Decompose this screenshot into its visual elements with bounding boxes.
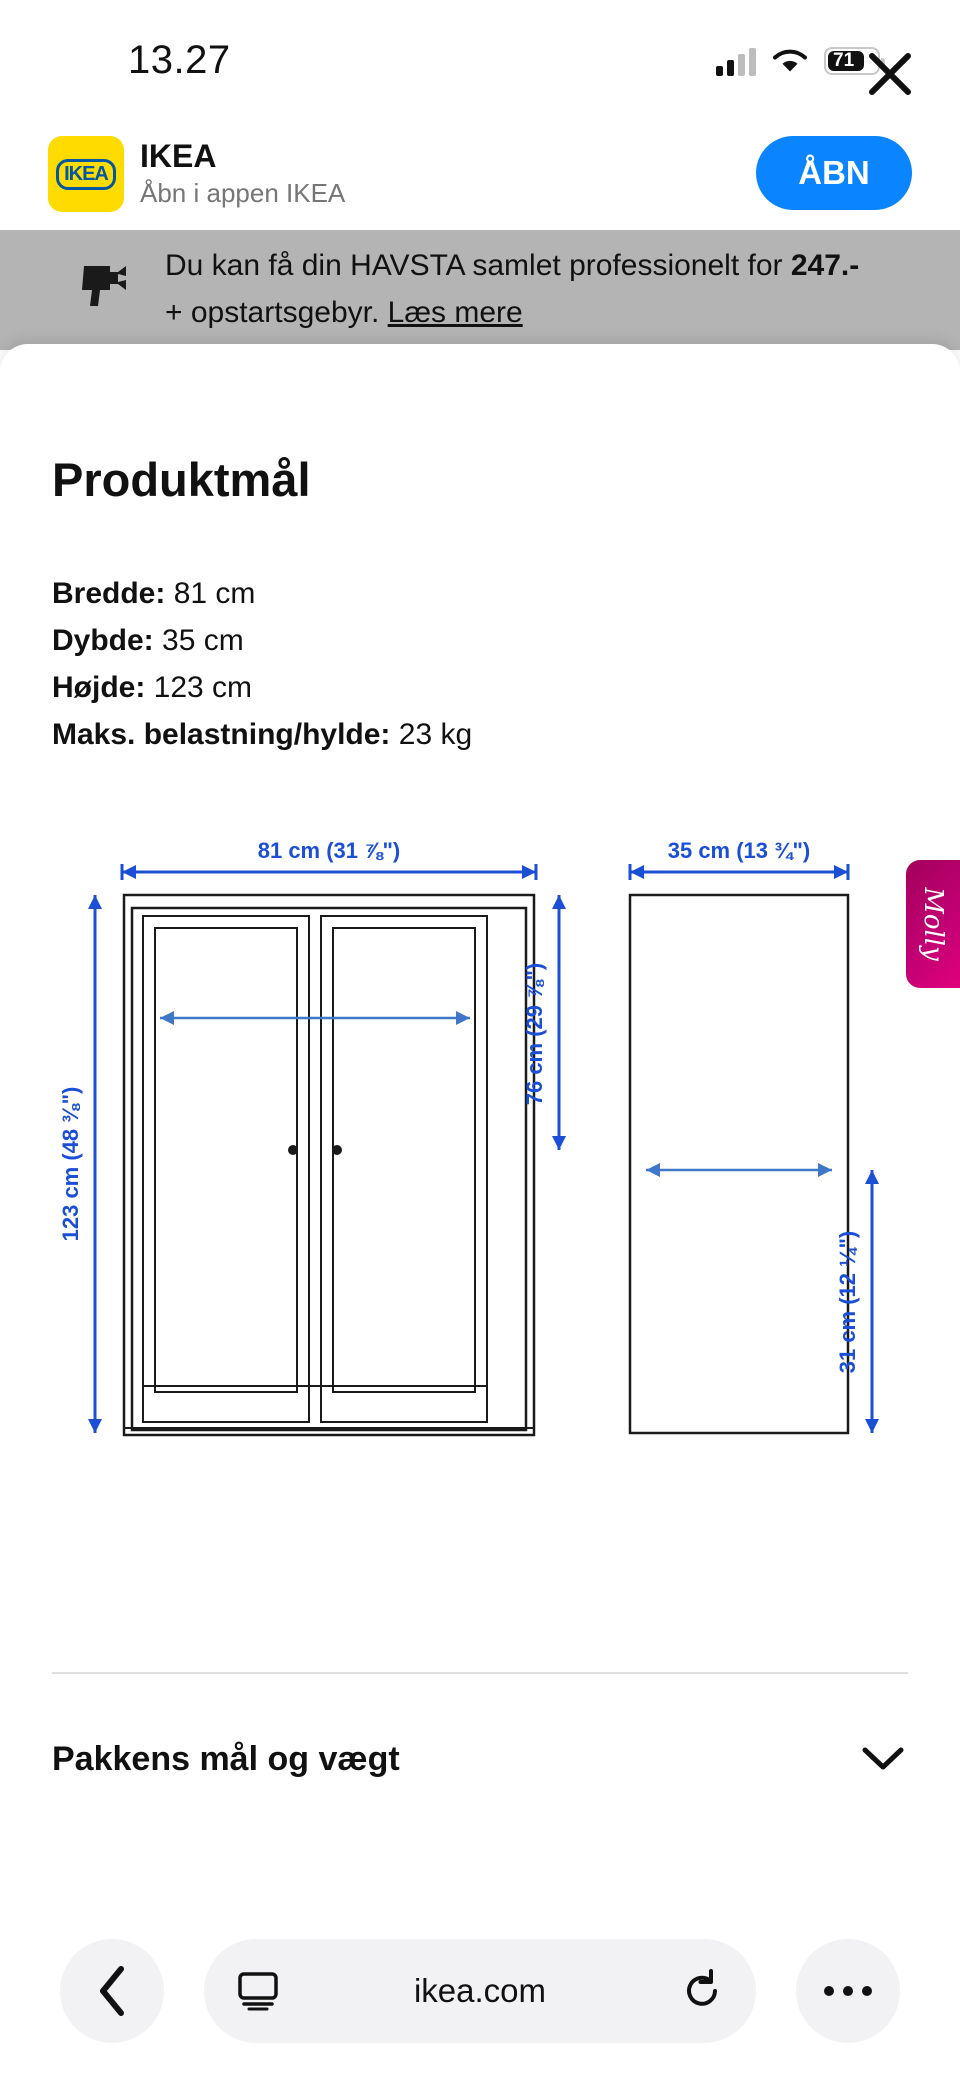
spec-row [52, 711, 872, 758]
door-knob-right [332, 1145, 342, 1155]
chevron-down-icon[interactable] [862, 1746, 904, 1777]
promo-price: 247.- [790, 249, 860, 282]
open-app-button[interactable]: ÅBN [756, 136, 912, 210]
status-indicators [716, 46, 880, 76]
status-bar [0, 0, 960, 118]
more-dots-icon [824, 1986, 872, 1996]
specs-list [52, 570, 872, 758]
spec-value: 23 kg [398, 718, 473, 751]
product-dimension-diagram [0, 820, 960, 1510]
molly-tab-label: Molly [918, 887, 949, 961]
promo-line-prefix: Du kan få din HAVSTA samlet professionelt for [165, 249, 791, 282]
ikea-logo-icon [48, 136, 124, 212]
spec-row [52, 664, 872, 711]
address-bar-url: ikea.com [413, 1972, 547, 2009]
signal-icon [716, 46, 756, 76]
drill-icon [78, 254, 134, 310]
battery-level: 71 [833, 50, 855, 71]
promo-line-suffix: + opstartsgebyr. [165, 296, 388, 329]
diagram-side-inner-width-label: 31 cm (12 ¼") [835, 1230, 860, 1374]
assembly-promo-text [165, 242, 885, 336]
spec-label: Bredde: [52, 577, 166, 610]
diagram-front-height-label: 123 cm (48 ⅜") [58, 1086, 83, 1242]
assembly-promo-banner[interactable] [0, 230, 960, 350]
page-title: Produktmål [52, 453, 311, 506]
tabs-icon[interactable] [236, 1971, 280, 2016]
spec-value: 35 cm [162, 624, 244, 657]
door-knob-left [288, 1145, 298, 1155]
accordion-package-dimensions-label[interactable]: Pakkens mål og vægt [52, 1740, 400, 1778]
diagram-side-width-label: 35 cm (13 ¾") [667, 838, 811, 863]
diagram-front-width-label: 81 cm (31 ⅞") [257, 838, 401, 863]
spec-value: 123 cm [153, 671, 253, 704]
reload-icon[interactable] [682, 1969, 722, 2018]
diagram-front-inner-height-label: 76 cm (29 ⅞") [522, 962, 547, 1106]
app-smart-banner [0, 118, 960, 230]
promo-read-more-link[interactable]: Læs mere [387, 296, 523, 329]
spec-label: Dybde: [52, 624, 154, 657]
section-divider [52, 1672, 908, 1674]
chevron-left-icon [95, 1963, 129, 2019]
close-icon[interactable] [862, 46, 918, 102]
app-banner-title: IKEA [140, 138, 217, 174]
ikea-logo-text: IKEA [56, 159, 116, 190]
molly-feedback-tab[interactable] [906, 860, 960, 988]
spec-row [52, 570, 872, 617]
app-banner-subtitle: Åbn i appen IKEA [140, 178, 346, 208]
back-button[interactable] [60, 1939, 164, 2043]
spec-value: 81 cm [173, 577, 256, 610]
spec-label: Højde: [52, 671, 146, 704]
wifi-icon [772, 47, 808, 75]
spec-label: Maks. belastning/hylde: [52, 718, 391, 751]
more-options-button[interactable] [796, 1939, 900, 2043]
spec-row [52, 617, 872, 664]
status-time: 13.27 [128, 38, 231, 82]
browser-toolbar [0, 1917, 960, 2081]
address-bar[interactable] [204, 1939, 756, 2043]
